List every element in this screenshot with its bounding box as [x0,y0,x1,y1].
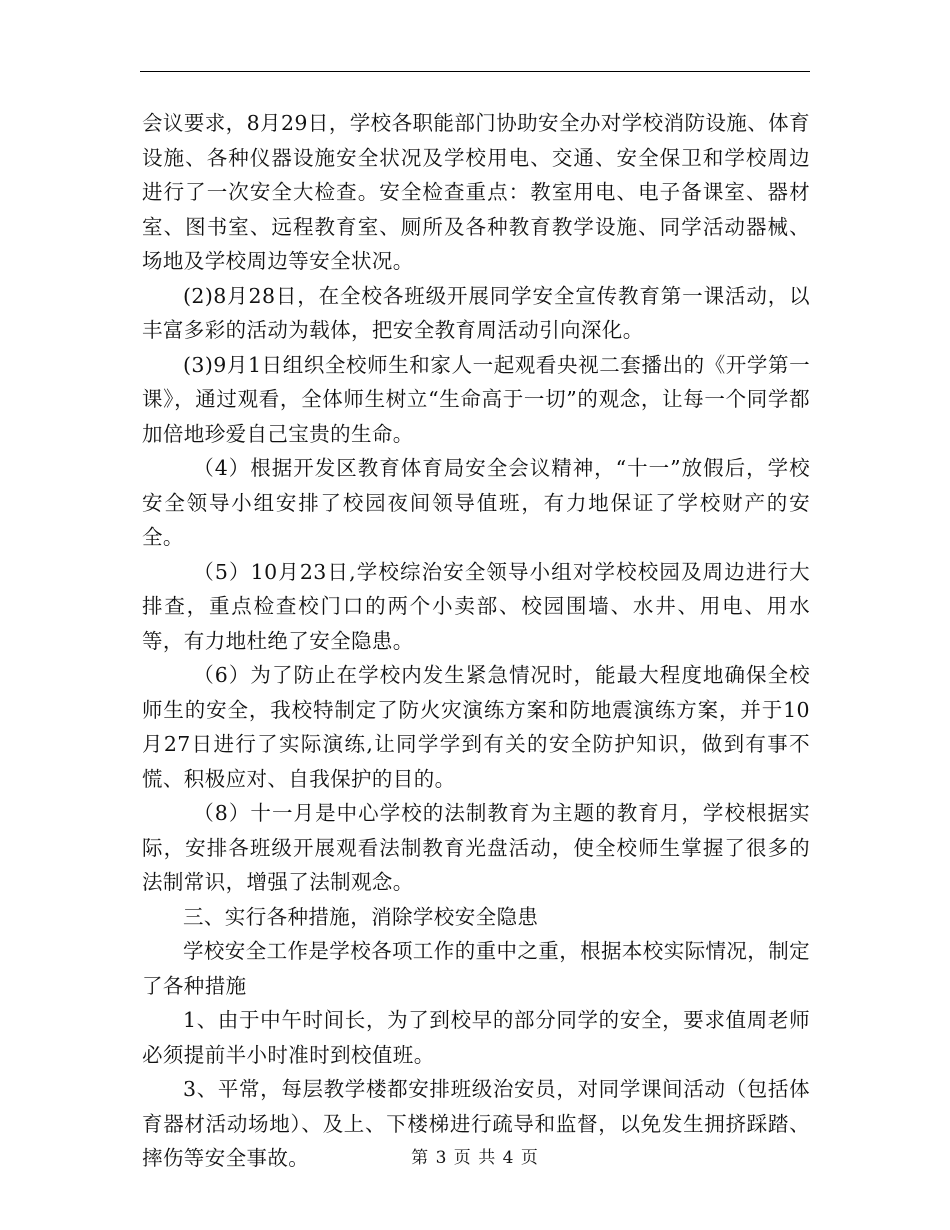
paragraph-item-6: （6）为了防止在学校内发生紧急情况时，能最大程度地确保全校师生的安全，我校特制定了防火灾演练方案和防地震演练方案，并于10月27日进行了实际演练,让同学学到有关的安全防护知识，做到有事不慌、积极应对、自我保护的目的。 [142,663,810,791]
paragraph-item-2: (2)8月28日，在全校各班级开展同学安全宣传教育第一课活动，以丰富多彩的活动为载体，把安全教育周活动引向深化。 [142,283,810,342]
paragraph-item-5: （5）10月23日,学校综治安全领导小组对学校校园及周边进行大排查，重点检查校门口的两个小卖部、校园围墙、水井、用电、用水等，有力地杜绝了安全隐患。 [142,559,810,653]
paragraph-item-3: (3)9月1日组织全校师生和家人一起观看央视二套播出的《开学第一课》，通过观看，全体师生树立“生命高于一切”的观念，让每一个同学都加倍地珍爱自己宝贵的生命。 [142,352,810,446]
paragraph-measure-1: 1、由于中午时间长，为了到校早的部分同学的安全，要求值周老师必须提前半小时准时到校值班。 [142,1008,810,1067]
section-heading-3: 三、实行各种措施，消除学校安全隐患 [183,904,539,929]
paragraph-inspection-continued: 会议要求，8月29日，学校各职能部门协助安全办对学校消防设施、体育设施、各种仪器设施安全状况及学校用电、交通、安全保卫和学校周边进行了一次安全大检查。安全检查重点：教室用电、电子备课室、器材室、图书室、远程教育室、厕所及各种教育教学设施、同学活动器械、场地及学校周边等安全状况。 [142,111,810,273]
paragraph-measure-3: 3、平常，每层教学楼都安排班级治安员，对同学课间活动（包括体育器材活动场地）、及上、下楼梯进行疏导和监督，以免发生拥挤踩踏、摔伤等安全事故。 [142,1077,810,1170]
page-number-footer: 第 3 页 共 4 页 [411,1148,539,1168]
document-body [142,106,810,1176]
paragraph-item-4: （4）根据开发区教育体育局安全会议精神，“十一”放假后，学校安全领导小组安排了校园夜间领导值班，有力地保证了学校财产的安全。 [142,456,810,549]
header-rule [140,71,810,72]
paragraph-measures-intro: 学校安全工作是学校各项工作的重中之重，根据本校实际情况，制定了各种措施 [142,939,810,998]
paragraph-item-8: （8）十一月是中心学校的法制教育为主题的教育月，学校根据实际，安排各班级开展观看法制教育光盘活动，使全校师生掌握了很多的法制常识，增强了法制观念。 [142,801,810,894]
